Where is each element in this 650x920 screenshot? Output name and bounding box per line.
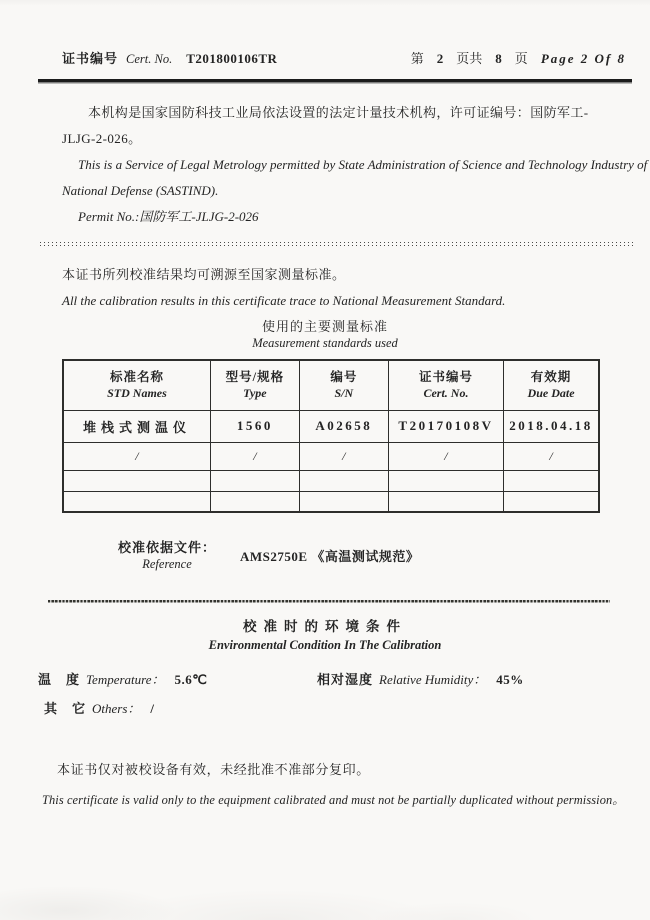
- table-cell: /: [210, 442, 299, 470]
- table-cell: [388, 470, 503, 491]
- table-cell: [504, 470, 599, 491]
- humidity-field: [317, 669, 524, 688]
- page-header: [0, 0, 650, 67]
- temperature-label-en: Temperature：: [86, 671, 165, 687]
- permit-statement: [62, 100, 648, 230]
- table-cell: 1560: [210, 410, 299, 442]
- col-header-due-date: [504, 360, 599, 410]
- page-word-di: 第: [410, 51, 424, 66]
- temperature-field: [38, 669, 317, 688]
- environment-values: [38, 669, 620, 717]
- validity-note-en: This certificate is valid only to the equipment calibrated and must not be partially duplicated without permission。: [42, 792, 625, 807]
- permit-statement-cn: 本机构是国家国防科技工业局依法设置的法定计量技术机构，许可证编号：国防军工-JLJG-2-026。: [62, 105, 589, 146]
- col-header-cert-no: [388, 360, 503, 410]
- traceability-cn: 本证书所列校准结果均可溯源至国家测量标准。: [62, 267, 346, 282]
- others-label-en: Others：: [92, 700, 141, 716]
- humidity-label-cn: 相对湿度: [317, 671, 374, 687]
- page-indicator-en: Page 2 Of 8: [540, 51, 626, 66]
- table-header-row: [63, 360, 599, 410]
- cert-no-label-en: Cert. No.: [126, 52, 173, 66]
- traceability-statement: [62, 262, 620, 314]
- table-cell: /: [299, 442, 388, 470]
- col-header-en: Due Date: [527, 386, 575, 401]
- page-total: 8: [495, 51, 502, 66]
- table-cell: [504, 491, 599, 512]
- reference-section: [118, 539, 650, 572]
- col-header-cn: 标准名称: [109, 370, 164, 385]
- permit-statement-en-line2: National Defense (SASTIND).: [62, 183, 219, 198]
- others-field: [44, 698, 620, 717]
- table-cell: /: [63, 442, 210, 470]
- col-header-std-names: [63, 360, 210, 410]
- col-header-sn: [299, 360, 388, 410]
- table-cell: /: [504, 442, 599, 470]
- dotted-divider-top: [40, 242, 634, 246]
- table-cell: [63, 470, 210, 491]
- standards-table-title-en: Measurement standards used: [252, 336, 398, 350]
- table-cell: [299, 491, 388, 512]
- cert-no-label-cn: 证书编号: [62, 51, 119, 66]
- table-cell: 2018.04.18: [504, 410, 599, 442]
- col-header-en: S/N: [334, 386, 354, 401]
- table-row: [63, 410, 599, 442]
- table-cell: [299, 470, 388, 491]
- page-number: 2: [436, 51, 444, 66]
- reference-value: AMS2750E 《高温测试规范》: [240, 549, 420, 564]
- col-header-cn: 有效期: [530, 370, 572, 385]
- table-cell: T20170108V: [388, 410, 503, 442]
- standards-table-title-cn: 使用的主要测量标准: [261, 319, 388, 334]
- table-row: [63, 470, 599, 491]
- table-cell: 堆栈式测温仪: [63, 410, 210, 442]
- col-header-type: [210, 360, 299, 410]
- reference-label-cn: 校准依据文件：: [118, 540, 217, 555]
- reference-label: [118, 539, 216, 572]
- col-header-cn: 证书编号: [418, 370, 473, 385]
- validity-note-cn: 本证书仅对被校设备有效，未经批准不准部分复印。: [57, 761, 370, 777]
- col-header-en: STD Names: [107, 386, 167, 401]
- environment-title-cn: 校准时的环境条件: [243, 618, 407, 634]
- humidity-label-en: Relative Humidity：: [379, 671, 487, 687]
- validity-note: [0, 759, 650, 808]
- environment-title: [0, 618, 650, 654]
- table-cell: [210, 470, 299, 491]
- table-cell: [210, 491, 299, 512]
- col-header-en: Cert. No.: [423, 386, 469, 401]
- humidity-value: 45%: [496, 671, 524, 687]
- permit-number-line: Permit No.:国防军工-JLJG-2-026: [78, 209, 259, 224]
- temperature-value: 5.6℃: [174, 671, 208, 687]
- others-label-cn: 其 它: [44, 700, 87, 716]
- table-row: [63, 442, 599, 470]
- page-word-ye: 页: [514, 51, 528, 66]
- col-header-cn: 编号: [330, 370, 358, 385]
- col-header-cn: 型号/规格: [225, 370, 285, 385]
- page-indicator: [411, 48, 626, 67]
- reference-label-en: Reference: [142, 557, 192, 571]
- environment-row-1: [38, 669, 620, 688]
- standards-table-title: [0, 318, 650, 352]
- table-row: [63, 491, 599, 512]
- cert-number-group: [62, 48, 277, 67]
- table-cell: [388, 491, 503, 512]
- temperature-label-cn: 温 度: [38, 671, 81, 687]
- header-rule: [38, 79, 632, 82]
- table-cell: [63, 491, 210, 512]
- cert-no-value: T201800106TR: [186, 51, 278, 66]
- page-word-yegong: 页共: [456, 51, 483, 66]
- col-header-en: Type: [243, 386, 267, 401]
- table-cell: A02658: [299, 410, 388, 442]
- others-value: /: [150, 700, 155, 716]
- permit-statement-en-line1: This is a Service of Legal Metrology permitted by State Administration of Science and Technology Industry of: [78, 157, 648, 172]
- traceability-en: All the calibration results in this certificate trace to National Measurement Standard.: [62, 293, 506, 308]
- standards-table: [62, 359, 600, 513]
- table-cell: /: [388, 442, 503, 470]
- dotted-divider-bottom: [48, 600, 610, 603]
- environment-title-en: Environmental Condition In The Calibration: [208, 637, 442, 652]
